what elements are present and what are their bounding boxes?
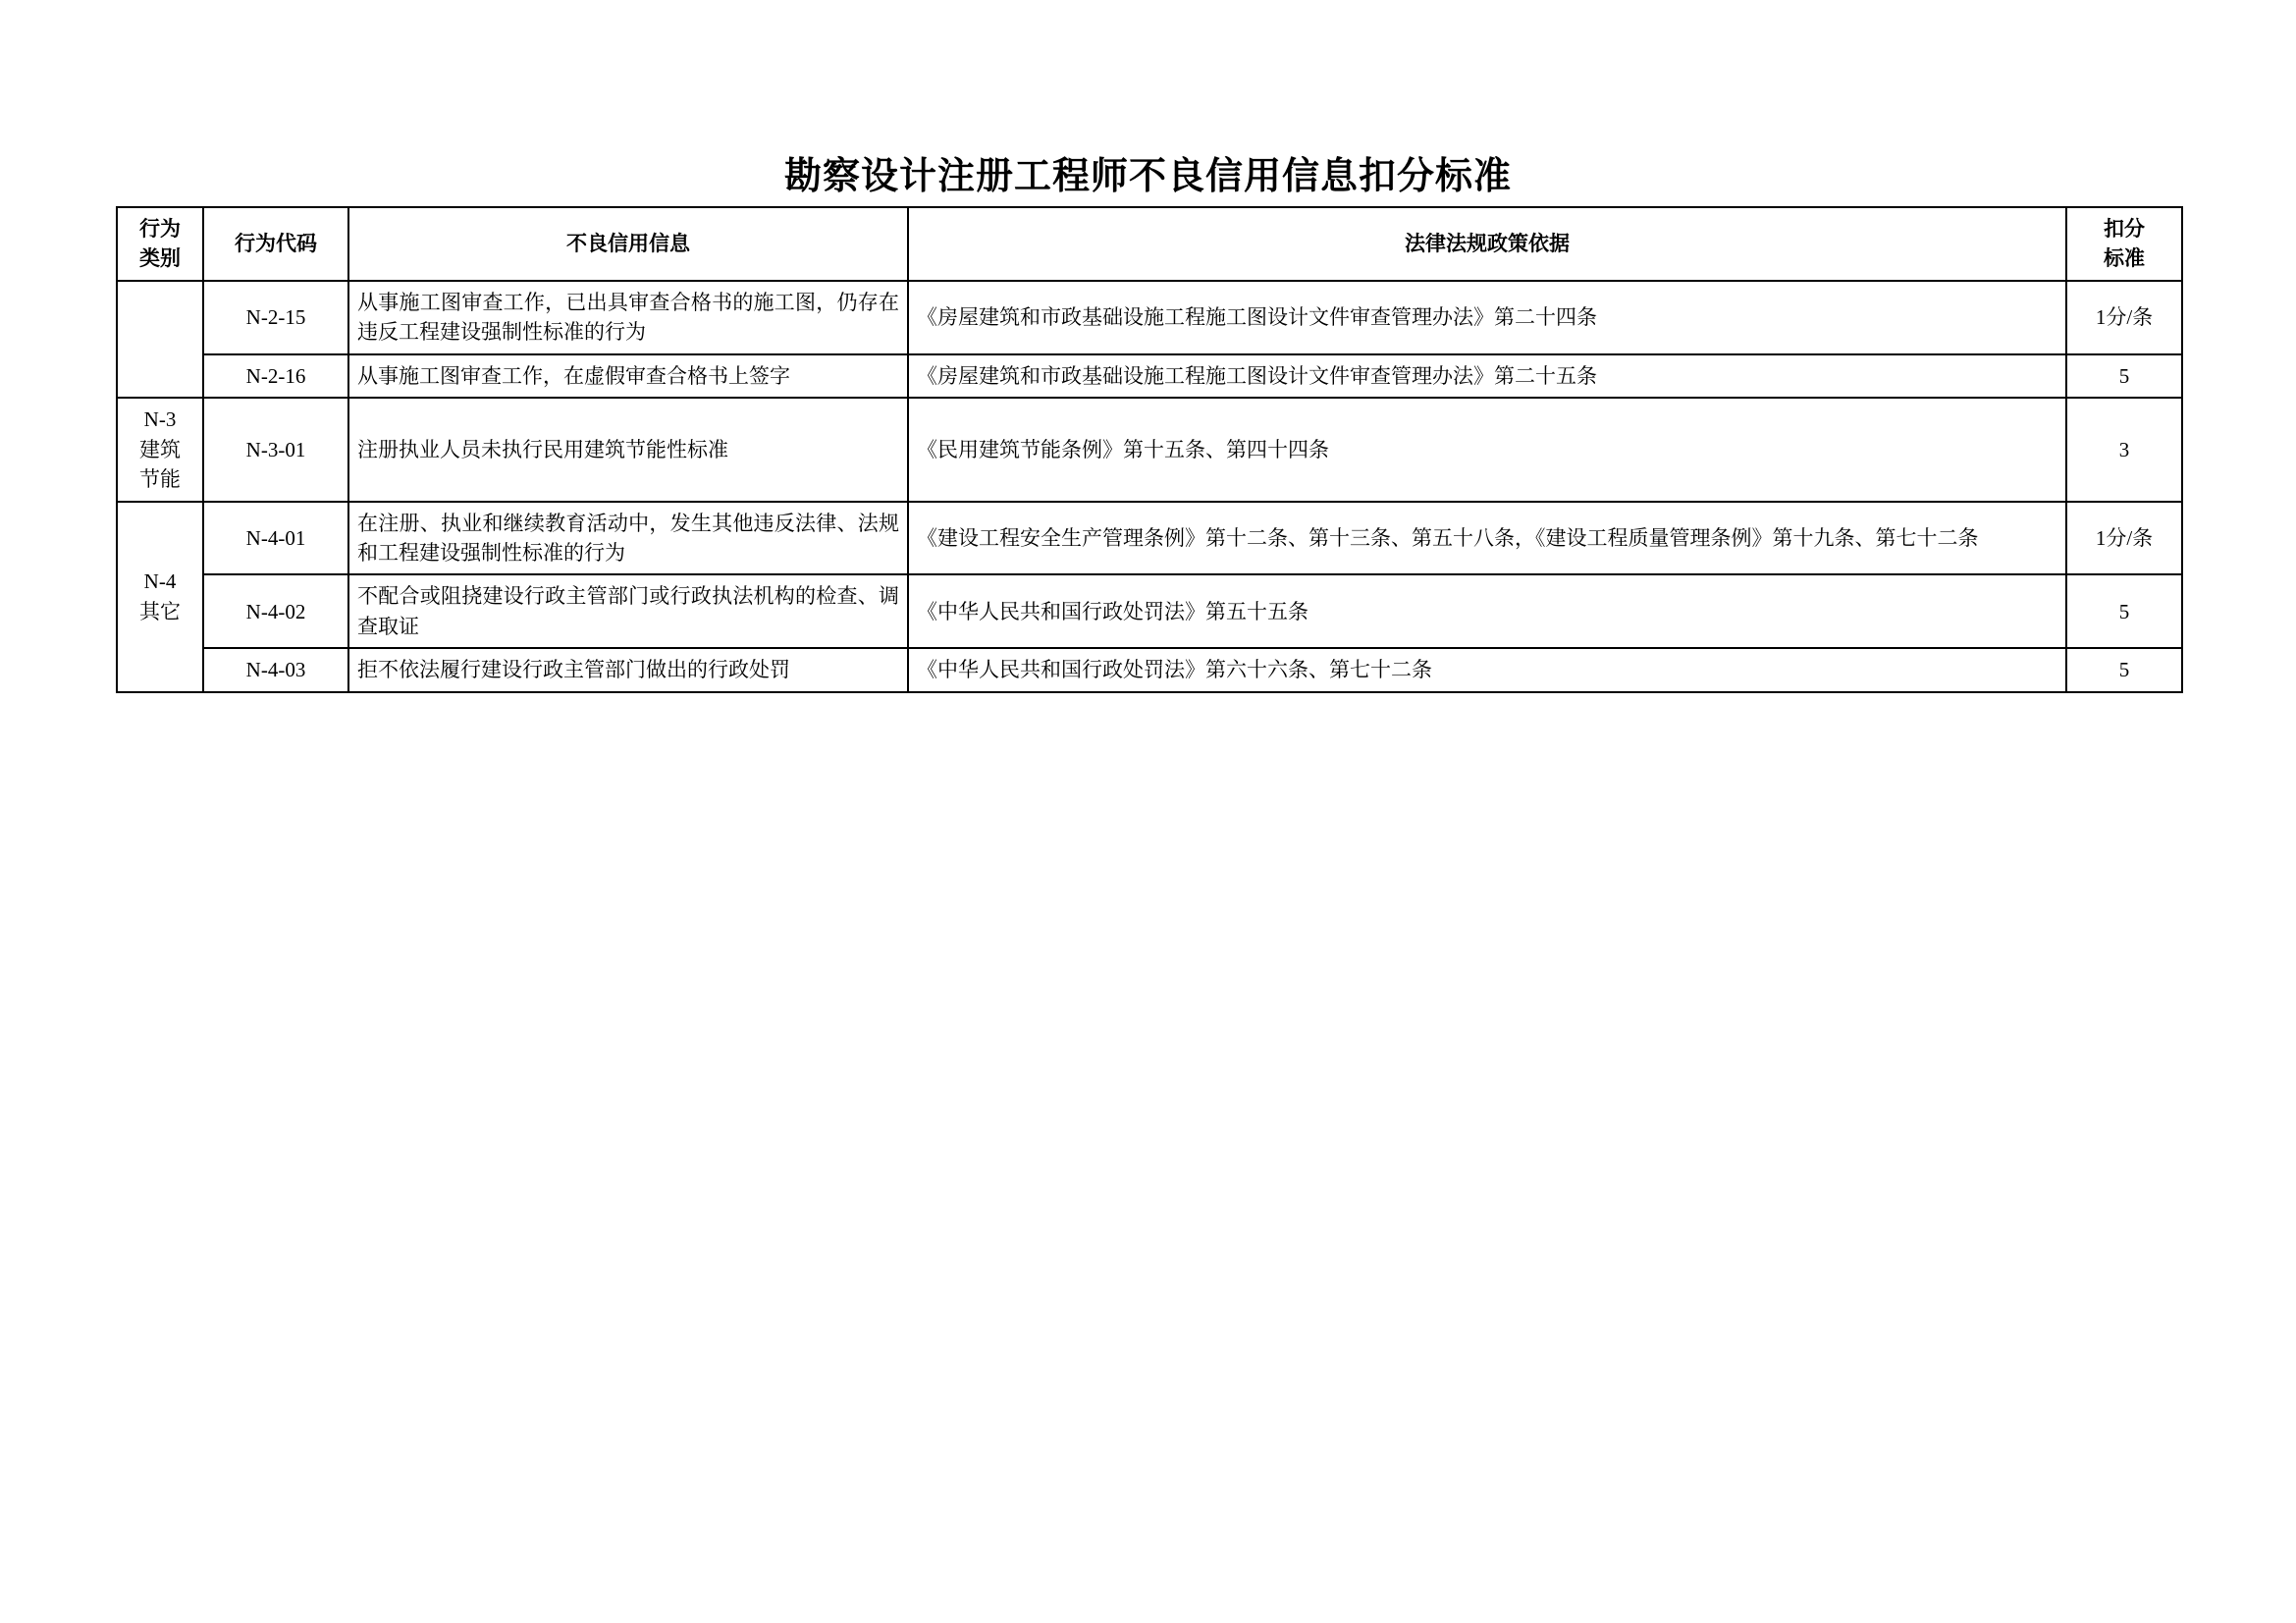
code-cell: N-4-01	[203, 502, 348, 575]
table-header	[117, 207, 2182, 281]
category-cell-n3	[117, 398, 203, 501]
table-row	[117, 354, 2182, 398]
column-header-category-line1: 行为	[139, 217, 181, 241]
info-cell: 不配合或阻挠建设行政主管部门或行政执法机构的检查、调查取证	[348, 574, 908, 648]
column-header-category-line2: 类别	[139, 246, 181, 271]
table-row	[117, 574, 2182, 648]
info-cell: 拒不依法履行建设行政主管部门做出的行政处罚	[348, 648, 908, 691]
score-cell: 5	[2066, 354, 2182, 398]
column-header-score	[2066, 207, 2182, 281]
info-cell: 从事施工图审查工作，已出具审查合格书的施工图，仍存在违反工程建设强制性标准的行为	[348, 281, 908, 354]
table-body	[117, 281, 2182, 692]
law-cell: 《中华人民共和国行政处罚法》第六十六条、第七十二条	[908, 648, 2066, 691]
law-cell: 《民用建筑节能条例》第十五条、第四十四条	[908, 398, 2066, 501]
score-cell: 5	[2066, 648, 2182, 691]
score-standard-table	[116, 206, 2183, 693]
table-row	[117, 502, 2182, 575]
column-header-score-line1: 扣分	[2104, 217, 2145, 241]
category-n4-line2: 其它	[139, 599, 181, 623]
column-header-info: 不良信用信息	[348, 207, 908, 281]
table-row	[117, 398, 2182, 501]
law-cell: 《中华人民共和国行政处罚法》第五十五条	[908, 574, 2066, 648]
category-n3-line1: N-3	[143, 407, 177, 432]
score-cell: 5	[2066, 574, 2182, 648]
law-cell: 《房屋建筑和市政基础设施工程施工图设计文件审查管理办法》第二十四条	[908, 281, 2066, 354]
score-cell: 1分/条	[2066, 502, 2182, 575]
category-cell-n4	[117, 502, 203, 692]
table-row	[117, 281, 2182, 354]
law-cell: 《建设工程安全生产管理条例》第十二条、第十三条、第五十八条，《建设工程质量管理条例》第十九条、第七十二条	[908, 502, 2066, 575]
column-header-category	[117, 207, 203, 281]
law-cell: 《房屋建筑和市政基础设施工程施工图设计文件审查管理办法》第二十五条	[908, 354, 2066, 398]
code-cell: N-2-15	[203, 281, 348, 354]
code-cell: N-4-02	[203, 574, 348, 648]
info-cell: 从事施工图审查工作，在虚假审查合格书上签字	[348, 354, 908, 398]
category-n4-line1: N-4	[143, 569, 177, 594]
column-header-score-line2: 标准	[2104, 246, 2145, 271]
category-cell-empty-n2	[117, 281, 203, 398]
column-header-code: 行为代码	[203, 207, 348, 281]
category-n3-line2: 建筑	[139, 437, 181, 461]
category-n3-line3: 节能	[139, 467, 181, 492]
code-cell: N-2-16	[203, 354, 348, 398]
code-cell: N-4-03	[203, 648, 348, 691]
table-header-row	[117, 207, 2182, 281]
score-cell: 3	[2066, 398, 2182, 501]
info-cell: 在注册、执业和继续教育活动中，发生其他违反法律、法规和工程建设强制性标准的行为	[348, 502, 908, 575]
page-title: 勘察设计注册工程师不良信用信息扣分标准	[783, 156, 1512, 197]
score-cell: 1分/条	[2066, 281, 2182, 354]
table-row	[117, 648, 2182, 691]
code-cell: N-3-01	[203, 398, 348, 501]
column-header-law: 法律法规政策依据	[908, 207, 2066, 281]
info-cell: 注册执业人员未执行民用建筑节能性标准	[348, 398, 908, 501]
